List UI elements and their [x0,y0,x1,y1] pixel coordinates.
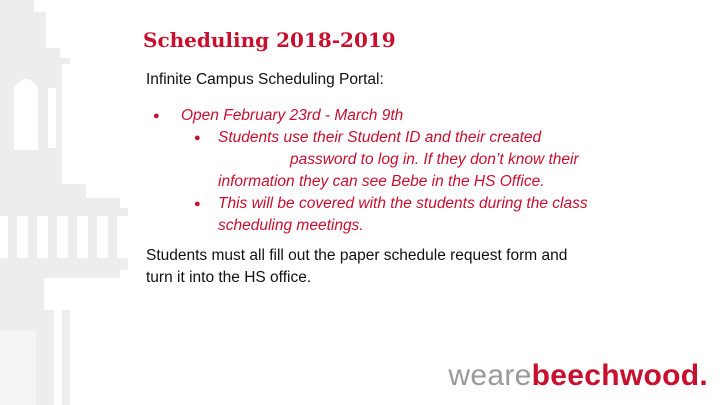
sub-list [181,127,646,237]
logo-prefix: weare [448,359,532,392]
meetings-line-1: This will be covered with the students during the class [218,195,588,212]
bullet-icon: ● [194,132,201,144]
bullet-icon: ● [153,110,160,122]
beechwood-logo [448,358,708,394]
request-form-note [146,245,666,289]
login-line-1: Students use their Student ID and their created [218,129,542,146]
bullet-icon: ● [194,198,201,210]
sub-item-login [181,127,646,193]
note-line-2: turn it into the HS office. [146,269,312,286]
portal-heading: Infinite Campus Scheduling Portal: [146,71,384,88]
schedule-list [146,105,646,237]
list-item-dates [146,105,646,237]
slide-title: Scheduling 2018-2019 [143,28,396,52]
sub-item-meetings [181,193,646,237]
note-line-1: Students must all fill out the paper schedule request form and [146,247,568,264]
login-line-3: information they can see Bebe in the HS Office. [218,173,545,190]
login-line-2: password to log in. If they don’t know their [290,151,579,168]
dates-text: Open February 23rd - March 9th [181,107,404,124]
meetings-line-2: scheduling meetings. [218,217,364,234]
logo-brand: beechwood. [531,359,708,392]
